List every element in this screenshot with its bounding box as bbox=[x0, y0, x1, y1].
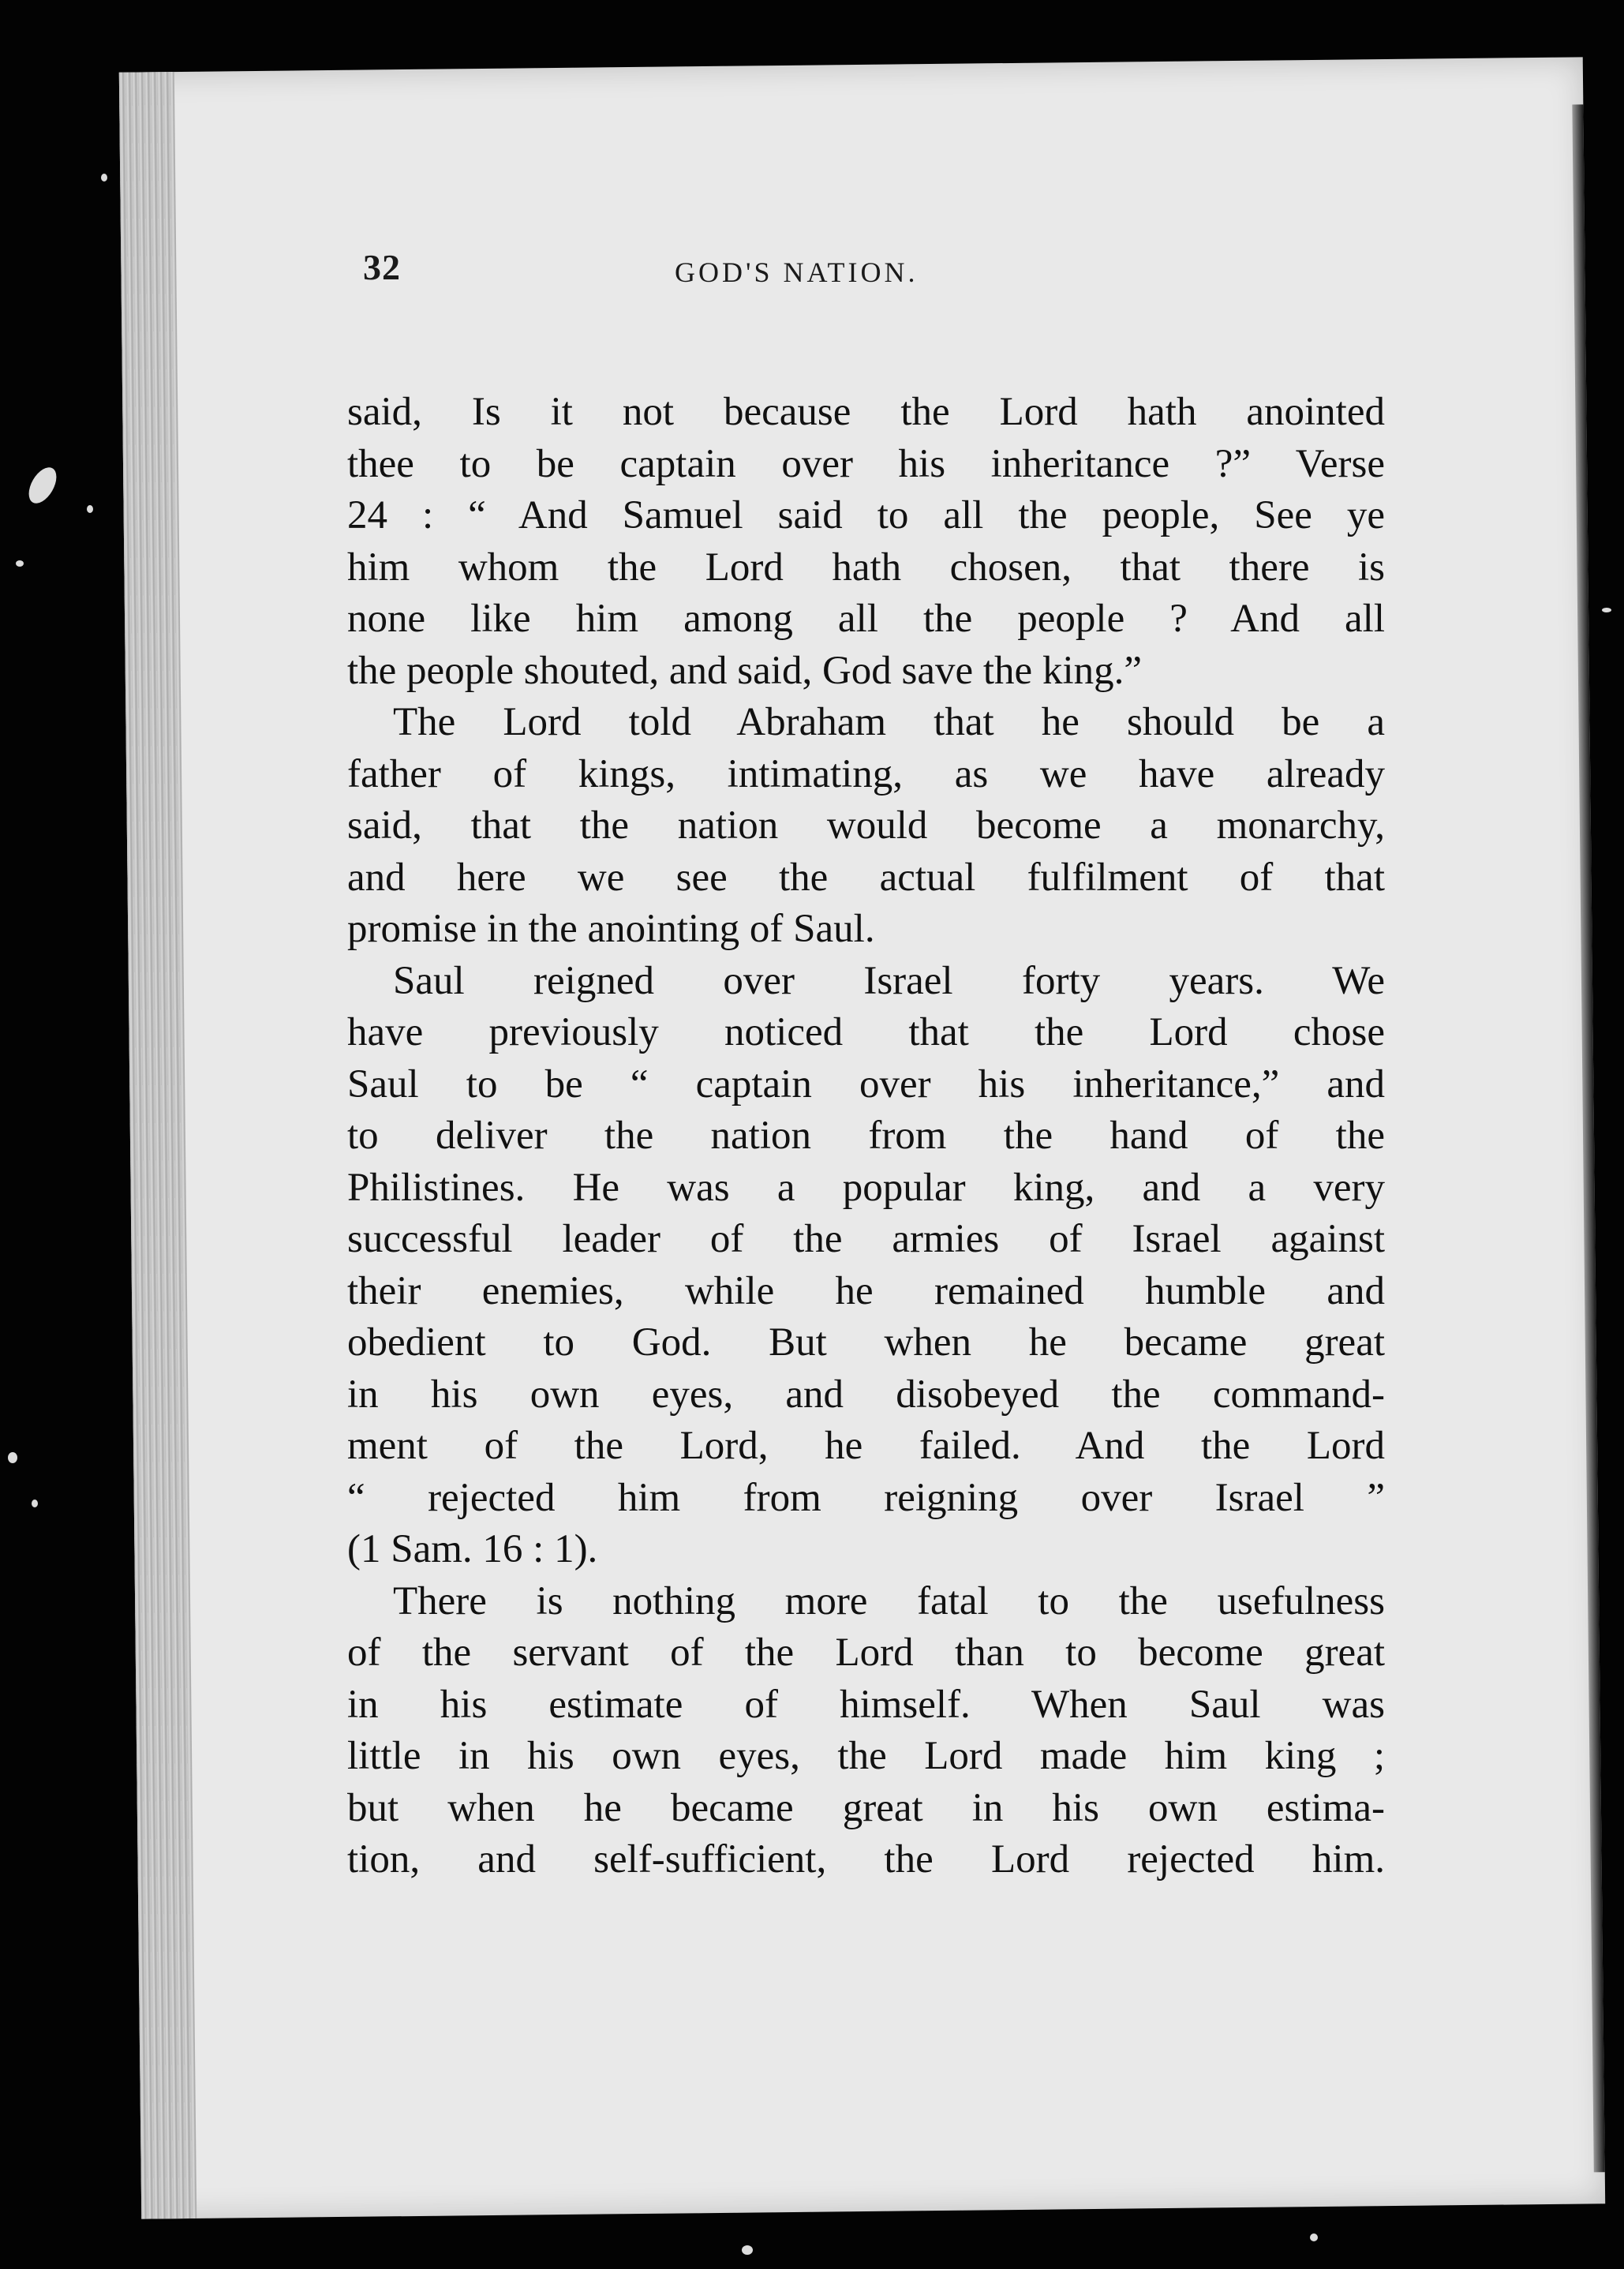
text-line: in his estimate of himself. When Saul was bbox=[347, 1682, 1385, 1727]
text-line: but when he became great in his own estima- bbox=[347, 1785, 1385, 1830]
text-line: father of kings, intimating, as we have already bbox=[347, 751, 1385, 796]
text-line: tion, and self-sufficient, the Lord rejected him. bbox=[347, 1837, 1385, 1881]
running-head: GOD'S NATION. bbox=[675, 256, 919, 288]
text-line: of the servant of the Lord than to become great bbox=[347, 1631, 1385, 1675]
text-line: (1 Sam. 16 : 1). bbox=[347, 1527, 598, 1571]
text-line: little in his own eyes, the Lord made him king ; bbox=[347, 1734, 1385, 1778]
page-header bbox=[363, 246, 1389, 309]
paragraph bbox=[347, 387, 1385, 697]
text-line: the people shouted, and said, God save the king.” bbox=[347, 648, 1143, 693]
page-number: 32 bbox=[363, 247, 401, 287]
text-line: thee to be captain over his inheritance ?” Verse bbox=[347, 441, 1385, 486]
paragraph bbox=[347, 956, 1385, 1576]
text-line: none like him among all the people ? And all bbox=[347, 597, 1385, 641]
text-line: ment of the Lord, he failed. And the Lord bbox=[347, 1424, 1385, 1468]
text-line: 24 : “ And Samuel said to all the people, See ye bbox=[347, 493, 1385, 537]
facing-page-edge bbox=[1572, 104, 1604, 2172]
text-line: and here we see the actual fulfilment of that bbox=[347, 855, 1385, 900]
text-line: to deliver the nation from the hand of the bbox=[347, 1114, 1385, 1158]
text-line: Saul to be “ captain over his inheritance,” and bbox=[347, 1061, 1385, 1106]
text-line: their enemies, while he remained humble and bbox=[347, 1268, 1385, 1313]
paragraph bbox=[347, 697, 1385, 956]
text-line: obedient to God. But when he became great bbox=[347, 1320, 1385, 1365]
text-line: said, Is it not because the Lord hath anointed bbox=[347, 390, 1385, 434]
text-line: “ rejected him from reigning over Israel ” bbox=[347, 1475, 1385, 1520]
page-gutter bbox=[119, 72, 196, 2219]
text-line: successful leader of the armies of Israel against bbox=[347, 1217, 1385, 1261]
body-text bbox=[347, 387, 1385, 1886]
text-line: There is nothing more fatal to the usefulness bbox=[393, 1578, 1385, 1623]
paragraph bbox=[347, 1576, 1385, 1886]
text-line: The Lord told Abraham that he should be a bbox=[393, 700, 1385, 744]
text-line: Philistines. He was a popular king, and a very bbox=[347, 1165, 1385, 1210]
text-line: Saul reigned over Israel forty years. We bbox=[393, 958, 1385, 1003]
text-line: him whom the Lord hath chosen, that there is bbox=[347, 545, 1385, 590]
text-line: have previously noticed that the Lord chose bbox=[347, 1010, 1385, 1054]
text-line: promise in the anointing of Saul. bbox=[347, 907, 875, 951]
text-line: said, that the nation would become a monarchy, bbox=[347, 803, 1385, 848]
text-line: in his own eyes, and disobeyed the command- bbox=[347, 1372, 1385, 1417]
